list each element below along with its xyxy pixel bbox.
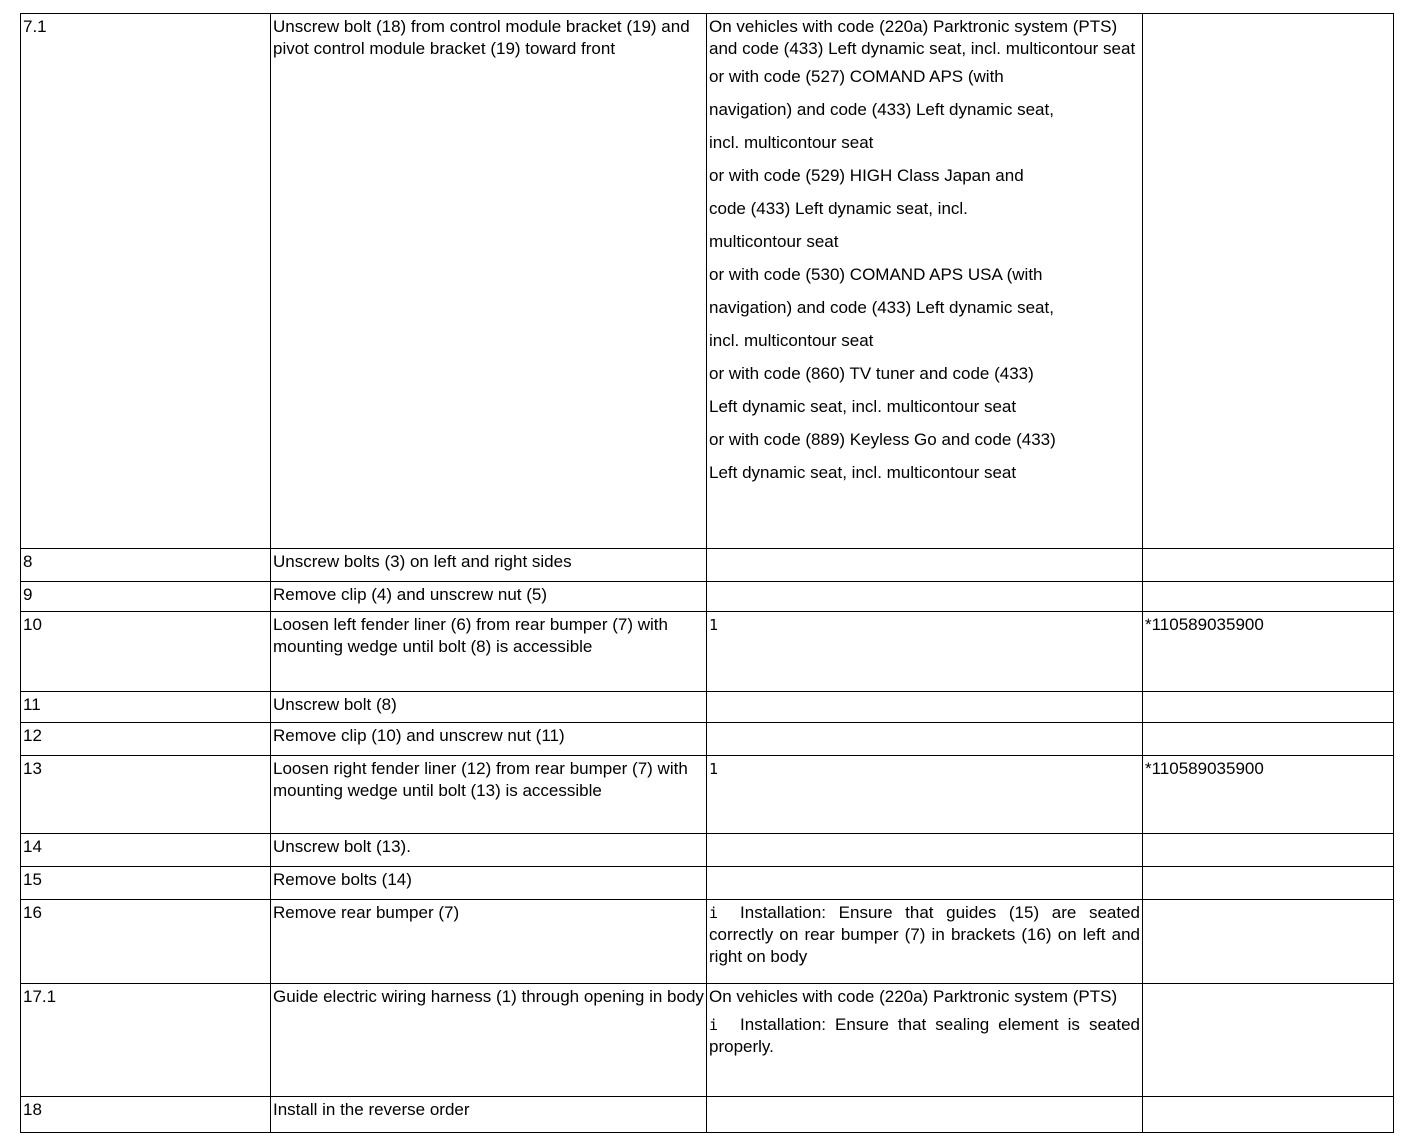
step-number: 13 bbox=[21, 756, 271, 834]
note-cell bbox=[707, 723, 1143, 756]
step-number: 16 bbox=[21, 900, 271, 984]
note-line: or with code (860) TV tuner and code (433) bbox=[709, 364, 1034, 383]
step-number: 9 bbox=[21, 582, 271, 612]
info-icon: 1 bbox=[709, 616, 719, 634]
table-row bbox=[21, 900, 1394, 984]
note-cell bbox=[707, 867, 1143, 900]
procedure-table bbox=[20, 13, 1394, 1133]
vehicle-condition: On vehicles with code (220a) Parktronic system (PTS) bbox=[709, 987, 1118, 1006]
table-row bbox=[21, 756, 1394, 834]
tool-number bbox=[1143, 723, 1394, 756]
operation-text: Remove clip (4) and unscrew nut (5) bbox=[271, 582, 707, 612]
operation-text: Install in the reverse order bbox=[271, 1097, 707, 1133]
operation-text: Remove clip (10) and unscrew nut (11) bbox=[271, 723, 707, 756]
table-row bbox=[21, 14, 1394, 549]
info-icon: 1 bbox=[709, 760, 719, 778]
operation-text: Loosen left fender liner (6) from rear bumper (7) with mounting wedge until bolt (8) is accessible bbox=[271, 612, 707, 692]
step-number: 7.1 bbox=[21, 14, 271, 549]
table-row bbox=[21, 834, 1394, 867]
table-row bbox=[21, 1097, 1394, 1133]
note-line: On vehicles with code (220a) Parktronic system (PTS) and code (433) Left dynamic seat, incl. multicontour seat bbox=[709, 17, 1136, 58]
step-number: 15 bbox=[21, 867, 271, 900]
note-cell bbox=[707, 900, 1143, 984]
note-line: navigation) and code (433) Left dynamic seat, bbox=[709, 298, 1054, 317]
operation-text: Loosen right fender liner (12) from rear bumper (7) with mounting wedge until bolt (13) is accessible bbox=[271, 756, 707, 834]
step-number: 8 bbox=[21, 549, 271, 582]
tool-number: *110589035900 bbox=[1143, 612, 1394, 692]
installation-note-text: Installation: Ensure that guides (15) are seated correctly on rear bumper (7) in brackets (16) on left and right on body bbox=[709, 903, 1140, 966]
operation-text: Unscrew bolt (18) from control module bracket (19) and pivot control module bracket (19) toward front bbox=[271, 14, 707, 549]
tool-number bbox=[1143, 582, 1394, 612]
table-row bbox=[21, 549, 1394, 582]
step-number: 14 bbox=[21, 834, 271, 867]
operation-text: Unscrew bolt (8) bbox=[271, 692, 707, 723]
operation-text: Remove rear bumper (7) bbox=[271, 900, 707, 984]
installation-note bbox=[709, 1014, 1140, 1058]
step-number: 11 bbox=[21, 692, 271, 723]
note-line: code (433) Left dynamic seat, incl. bbox=[709, 199, 968, 218]
note-line: incl. multicontour seat bbox=[709, 331, 874, 350]
tool-number bbox=[1143, 984, 1394, 1097]
note-line: or with code (529) HIGH Class Japan and bbox=[709, 166, 1024, 185]
note-line: Left dynamic seat, incl. multicontour seat bbox=[709, 397, 1017, 416]
note-line: navigation) and code (433) Left dynamic seat, bbox=[709, 100, 1054, 119]
info-icon: i bbox=[709, 1016, 719, 1034]
info-icon: i bbox=[709, 904, 719, 922]
note-line: Left dynamic seat, incl. multicontour seat bbox=[709, 463, 1017, 482]
note-line: or with code (527) COMAND APS (with bbox=[709, 67, 1004, 86]
note-cell bbox=[707, 756, 1143, 834]
operation-text: Remove bolts (14) bbox=[271, 867, 707, 900]
note-cell bbox=[707, 834, 1143, 867]
step-number: 18 bbox=[21, 1097, 271, 1133]
table-row bbox=[21, 582, 1394, 612]
tool-number bbox=[1143, 1097, 1394, 1133]
note-cell bbox=[707, 549, 1143, 582]
note-line: or with code (530) COMAND APS USA (with bbox=[709, 265, 1043, 284]
note-cell bbox=[707, 14, 1143, 549]
note-cell bbox=[707, 984, 1143, 1097]
note-cell bbox=[707, 582, 1143, 612]
operation-text: Guide electric wiring harness (1) through opening in body bbox=[271, 984, 707, 1097]
installation-note-text: Installation: Ensure that sealing element is seated properly. bbox=[709, 1015, 1140, 1056]
step-number: 17.1 bbox=[21, 984, 271, 1097]
operation-text: Unscrew bolts (3) on left and right sides bbox=[271, 549, 707, 582]
note-line: incl. multicontour seat bbox=[709, 133, 874, 152]
tool-number bbox=[1143, 549, 1394, 582]
tool-number bbox=[1143, 900, 1394, 984]
step-number: 10 bbox=[21, 612, 271, 692]
tool-number bbox=[1143, 692, 1394, 723]
note-cell bbox=[707, 692, 1143, 723]
table-row bbox=[21, 612, 1394, 692]
note-line: multicontour seat bbox=[709, 232, 839, 251]
tool-number bbox=[1143, 14, 1394, 549]
table-row bbox=[21, 723, 1394, 756]
step-number: 12 bbox=[21, 723, 271, 756]
note-line: or with code (889) Keyless Go and code (433) bbox=[709, 430, 1056, 449]
table-row bbox=[21, 867, 1394, 900]
installation-note bbox=[709, 902, 1140, 968]
note-cell bbox=[707, 1097, 1143, 1133]
tool-number bbox=[1143, 834, 1394, 867]
note-cell bbox=[707, 612, 1143, 692]
tool-number bbox=[1143, 867, 1394, 900]
tool-number: *110589035900 bbox=[1143, 756, 1394, 834]
table-row bbox=[21, 984, 1394, 1097]
table-row bbox=[21, 692, 1394, 723]
operation-text: Unscrew bolt (13). bbox=[271, 834, 707, 867]
